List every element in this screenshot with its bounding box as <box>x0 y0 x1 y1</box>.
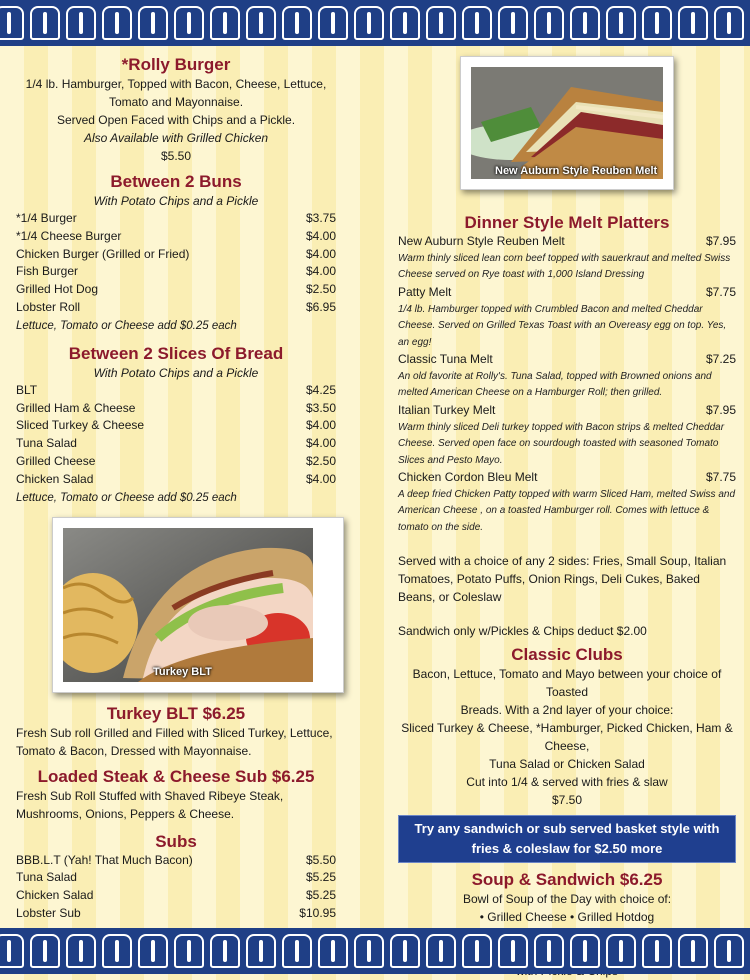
fork-icon <box>138 6 168 40</box>
item-name: Italian Turkey Melt <box>398 402 496 417</box>
knife-icon <box>534 6 564 40</box>
turkey-blt-illustration <box>63 528 313 682</box>
item-name: *1/4 Burger <box>16 211 77 225</box>
turkey-blt-title: Turkey BLT $6.25 <box>106 703 246 723</box>
soup-sandwich-title: Soup & Sandwich $6.25 <box>471 870 663 890</box>
item-desc: An old favorite at Rolly's. Tuna Salad, topped with Browned onions and melted American Cheese on a Hamburger Roll; then grilled. <box>398 370 712 399</box>
item-name: Patty Melt <box>398 284 452 299</box>
item-price: $7.75 <box>705 284 736 299</box>
item-price: $7.95 <box>705 234 736 248</box>
item-price: $4.00 <box>305 228 336 243</box>
item-price: $4.00 <box>305 264 336 279</box>
menu-item <box>16 453 336 471</box>
menu-item <box>16 471 336 489</box>
knife-icon <box>318 934 348 968</box>
fork-icon <box>570 6 600 40</box>
fork-icon <box>354 934 384 968</box>
fork-icon <box>498 6 528 40</box>
knife-icon <box>102 6 132 40</box>
fork-icon <box>66 6 96 40</box>
fork-icon <box>0 6 24 40</box>
utensil-strip <box>0 6 750 40</box>
item-price: $7.25 <box>705 352 736 367</box>
knife-icon <box>678 934 708 968</box>
subs-section <box>16 831 336 923</box>
knife-icon <box>318 6 348 40</box>
item-price: $4.00 <box>305 436 336 451</box>
item-desc: Warm thinly sliced lean corn beef topped with sauerkraut and melted Swiss Cheese served on Rye toast with 1,000 Island Dressing <box>398 252 731 281</box>
fork-icon <box>498 934 528 968</box>
turkey-blt-caption: Turkey BLT <box>153 665 212 678</box>
melt-item <box>398 233 736 284</box>
item-name: Tuna Salad <box>16 870 77 885</box>
item-name: BLT <box>16 382 38 397</box>
classic-clubs-line: Tuna Salad or Chicken Salad <box>489 757 645 772</box>
item-price: $4.00 <box>305 418 336 433</box>
classic-clubs-line: Cut into 1/4 & served with fries & slaw <box>466 775 668 790</box>
classic-clubs-price: $7.50 <box>551 793 583 808</box>
item-price: $7.95 <box>705 402 736 417</box>
knife-icon <box>390 6 420 40</box>
menu-item <box>16 435 336 453</box>
item-name: Grilled Ham & Cheese <box>16 400 136 415</box>
top-utensil-band <box>0 0 750 46</box>
fork-icon <box>66 934 96 968</box>
menu-item <box>16 228 336 246</box>
item-name: Chicken Salad <box>16 888 94 903</box>
rolly-burger-section <box>16 54 336 165</box>
between-2-slices-subtitle: With Potato Chips and a Pickle <box>93 365 259 380</box>
left-column <box>16 54 336 923</box>
fork-icon <box>714 6 744 40</box>
item-name: New Auburn Style Reuben Melt <box>398 234 565 248</box>
menu-item <box>16 905 336 923</box>
classic-clubs-title: Classic Clubs <box>511 645 623 665</box>
knife-icon <box>462 6 492 40</box>
melt-item-row <box>398 351 736 369</box>
item-price: $7.75 <box>705 470 736 485</box>
classic-clubs-line: Breads. With a 2nd layer of your choice: <box>460 703 674 718</box>
rolly-burger-note: Also Available with Grilled Chicken <box>83 131 269 145</box>
melt-item <box>398 351 736 402</box>
item-name: Chicken Salad <box>16 471 94 486</box>
fork-icon <box>0 934 24 968</box>
knife-icon <box>30 934 60 968</box>
knife-icon <box>534 934 564 968</box>
item-price: $4.00 <box>305 471 336 486</box>
fork-icon <box>138 934 168 968</box>
rolly-burger-price: $5.50 <box>160 149 192 163</box>
item-price: $3.50 <box>305 400 336 415</box>
item-price: $5.50 <box>305 852 336 867</box>
item-name: BBB.L.T (Yah! That Much Bacon) <box>16 852 193 867</box>
rolly-burger-line: Tomato and Mayonnaise. <box>108 95 244 109</box>
fork-icon <box>282 6 312 40</box>
item-name: Lobster Sub <box>16 905 81 920</box>
knife-icon <box>30 6 60 40</box>
between-2-slices-section <box>16 343 336 507</box>
turkey-blt-image <box>63 528 333 682</box>
basket-promo-banner: Try any sandwich or sub served basket style with fries & coleslaw for $2.50 more <box>398 815 736 863</box>
item-name: Classic Tuna Melt <box>398 352 493 367</box>
melt-item-row <box>398 233 736 251</box>
menu-item <box>16 246 336 264</box>
fork-icon <box>210 934 240 968</box>
fork-icon <box>642 6 672 40</box>
between-2-buns-note: Lettuce, Tomato or Cheese add $0.25 each <box>16 319 237 332</box>
item-name: Chicken Burger (Grilled or Fried) <box>16 246 190 261</box>
item-price: $6.95 <box>305 299 336 314</box>
item-price: $3.75 <box>305 211 336 225</box>
menu-item <box>16 299 336 317</box>
fork-icon <box>354 6 384 40</box>
steak-sub-title: Loaded Steak & Cheese Sub $6.25 <box>37 766 315 786</box>
knife-icon <box>606 934 636 968</box>
menu-item <box>16 887 336 905</box>
menu-item <box>16 263 336 281</box>
reuben-image <box>471 67 663 179</box>
item-name: Lobster Roll <box>16 299 81 314</box>
turkey-blt-desc: Fresh Sub roll Grilled and Filled with Sliced Turkey, Lettuce, Tomato & Bacon, Dressed with Mayonnaise. <box>16 725 333 758</box>
between-2-slices-note: Lettuce, Tomato or Cheese add $0.25 each <box>16 491 237 504</box>
fork-icon <box>426 934 456 968</box>
rolly-burger-title: *Rolly Burger <box>121 55 231 74</box>
sides-text: Served with a choice of any 2 sides: Fries, Small Soup, Italian Tomatoes, Potato Puffs, Onion Rings, Deli Cukes, Baked Beans, or Coleslaw <box>398 554 727 605</box>
knife-icon <box>462 934 492 968</box>
reuben-illustration <box>471 67 663 179</box>
knife-icon <box>102 934 132 968</box>
knife-icon <box>174 934 204 968</box>
fork-icon <box>210 6 240 40</box>
item-price: $5.25 <box>305 870 336 885</box>
knife-icon <box>606 6 636 40</box>
item-name: Grilled Cheese <box>16 453 96 468</box>
menu-item <box>16 281 336 299</box>
rolly-burger-line: 1/4 lb. Hamburger, Topped with Bacon, Cheese, Lettuce, <box>25 77 327 91</box>
reuben-caption: New Auburn Style Reuben Melt <box>495 165 658 177</box>
item-price: $2.50 <box>305 282 336 297</box>
menu-item <box>16 417 336 435</box>
item-price: $2.50 <box>305 453 336 468</box>
between-2-buns-section <box>16 171 336 335</box>
steak-sub-desc: Fresh Sub Roll Stuffed with Shaved Ribeye Steak, Mushrooms, Onions, Peppers & Cheese. <box>16 788 284 821</box>
item-name: Sliced Turkey & Cheese <box>16 418 145 433</box>
between-2-buns-subtitle: With Potato Chips and a Pickle <box>93 194 259 208</box>
menu-item <box>16 382 336 400</box>
melt-item <box>398 402 736 469</box>
turkey-blt-photo <box>52 517 344 693</box>
reuben-photo <box>460 56 674 190</box>
menu-item <box>16 210 336 228</box>
item-price: $4.00 <box>305 246 336 261</box>
fork-icon <box>426 6 456 40</box>
item-desc: 1/4 lb. Hamburger topped with Crumbled Bacon and melted Cheddar Cheese. Served on Grilled Texas Toast with an Overeasy egg on top. Yes, an egg! <box>398 303 727 348</box>
item-desc: A deep fried Chicken Patty topped with warm Sliced Ham, melted Swiss and American Cheese , on a toasted Hamburger roll. Comes with lettuce & tomato on the side. <box>398 488 736 533</box>
melt-item-row <box>398 284 736 302</box>
soup-sandwich-line: Bowl of Soup of the Day with choice of: <box>462 892 672 907</box>
item-name: Grilled Hot Dog <box>16 282 99 297</box>
menu-item <box>16 852 336 870</box>
knife-icon <box>246 934 276 968</box>
melt-platters-title: Dinner Style Melt Platters <box>464 213 670 232</box>
classic-clubs-line: Bacon, Lettuce, Tomato and Mayo between your choice of Toasted <box>412 667 722 700</box>
between-2-buns-title: Between 2 Buns <box>110 172 242 191</box>
fork-icon <box>570 934 600 968</box>
melt-item-row <box>398 469 736 487</box>
menu-item <box>16 400 336 418</box>
subs-title: Subs <box>155 831 197 851</box>
right-column <box>398 56 736 980</box>
melt-item <box>398 469 736 536</box>
rolly-burger-line: Served Open Faced with Chips and a Pickle. <box>56 113 296 127</box>
item-price: $4.25 <box>305 382 336 397</box>
knife-icon <box>390 934 420 968</box>
classic-clubs-section <box>398 644 736 809</box>
fork-icon <box>282 934 312 968</box>
turkey-blt-section <box>16 703 336 760</box>
deduct-text: Sandwich only w/Pickles & Chips deduct $2.00 <box>398 624 647 639</box>
fork-icon <box>714 934 744 968</box>
item-name: Tuna Salad <box>16 436 77 451</box>
classic-clubs-line: Sliced Turkey & Cheese, *Hamburger, Picked Chicken, Ham & Cheese, <box>401 721 733 754</box>
knife-icon <box>246 6 276 40</box>
melt-item <box>398 284 736 351</box>
knife-icon <box>678 6 708 40</box>
item-name: Chicken Cordon Bleu Melt <box>398 470 538 485</box>
between-2-slices-title: Between 2 Slices Of Bread <box>68 343 284 363</box>
utensil-strip <box>0 934 750 968</box>
soup-sandwich-line: • Grilled Cheese • Grilled Hotdog <box>479 910 655 925</box>
melt-item-row <box>398 402 736 420</box>
bottom-utensil-band <box>0 928 750 974</box>
item-desc: Warm thinly sliced Deli turkey topped with Bacon strips & melted Cheddar Cheese. Served open face on sourdough toasted with seasoned Tomato Slices and Pesto Mayo. <box>398 421 725 466</box>
item-price: $10.95 <box>299 905 336 920</box>
item-name: Fish Burger <box>16 264 79 279</box>
item-name: *1/4 Cheese Burger <box>16 228 122 243</box>
fork-icon <box>642 934 672 968</box>
menu-item <box>16 869 336 887</box>
steak-sub-section <box>16 766 336 823</box>
knife-icon <box>174 6 204 40</box>
item-price: $5.25 <box>305 888 336 903</box>
